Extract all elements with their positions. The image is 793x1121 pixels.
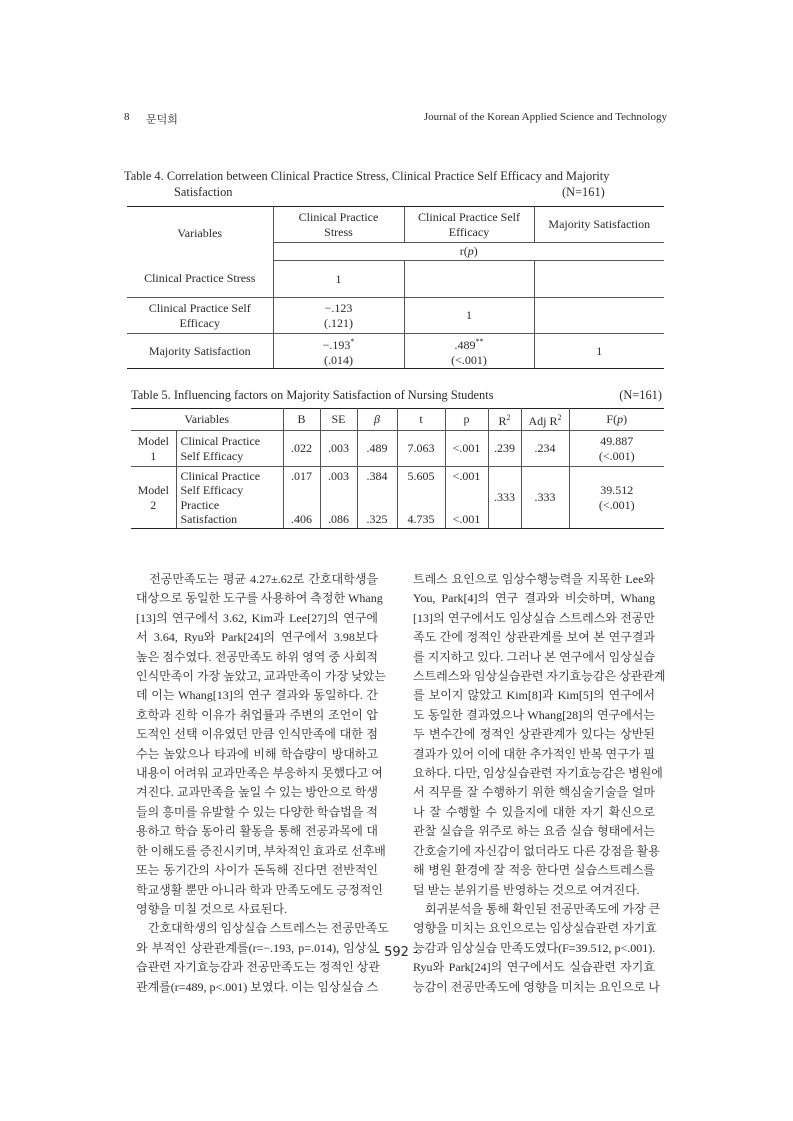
t5-cell: 39.512 (<.001) [569,467,664,529]
journal-title: Journal of the Korean Applied Science and Technology [423,111,667,123]
t5-model2-label: Model 2 [131,467,176,529]
table5-caption: Table 5. Influencing factors on Majority Satisfaction of Nursing Students (N=161) [131,388,662,402]
table4-caption-line1: Table 4. Correlation between Clinical Practice Stress, Clinical Practice Self Efficacy and Majority [124,169,610,183]
t4-header-variables: Variables [127,207,273,261]
text-line: 영향을 미치는 요인으로는 임상실습관련 자기효 [413,921,657,936]
t5-cell: <.001 <.001 [445,467,488,529]
text-line: 들의 흥미를 유발할 수 있는 다양한 학습법을 적 [136,804,378,819]
text-line: 서 3.64, Ryu와 Park[24]의 연구에서 3.98보다 [136,630,378,645]
t5-cell: .489 [357,431,397,467]
running-header [124,111,667,127]
t5-model1-variable: Clinical Practice Self Efficacy [176,431,283,467]
text-line: 습관련 자기효능감과 전공만족도는 정적인 상관 [136,960,380,975]
text-line: You, Park[4]의 연구 결과와 비슷하며, Whang [413,591,655,606]
body-left-column [136,570,389,997]
t5-cell: .333 [521,467,569,529]
text-line: 회귀분석을 통해 확인된 전공만족도에 가장 큰 [413,901,661,916]
t4-subheader-r: r(p) [273,243,664,261]
regression-table [131,408,664,529]
t5-header-variables: Variables [131,409,283,431]
text-line: 요하다. 다만, 임상실습관련 자기효능감은 병원에 [413,766,663,781]
text-line: 를 보이지 않았고 Kim[8]과 Kim[5]의 연구에서 [413,688,655,703]
t5-cell: 49.887 (<.001) [569,431,664,467]
text-line: 족도 간에 정적인 상관관계를 보여 본 연구결과 [413,630,655,645]
text-line: Ryu와 Park[24]의 연구에서도 실습관련 자기효 [413,960,655,975]
t5-header-f: F(p) [569,409,664,431]
t5-cell: .234 [521,431,569,467]
t5-header-beta: β [357,409,397,431]
text-line: 서 직무를 잘 수행하기 위한 핵심술기술을 얼마 [413,785,655,800]
text-line: 두 변수간에 정적인 상관관계가 있다는 상반된 [413,727,655,742]
t5-cell: .239 [488,431,521,467]
text-line: 인식만족이 가장 높았고, 교과만족이 가장 낮았는 [136,669,386,684]
table4-caption [124,168,664,200]
table5-n: (N=161) [619,388,662,402]
t4-row-stress-label: Clinical Practice Stress [127,261,273,298]
t5-cell: .022 [283,431,320,467]
t5-cell: .017 .406 [283,467,320,529]
t5-cell: .003 [320,431,357,467]
text-line: 겨진다. 교과만족을 높일 수 있는 방안으로 학생 [136,785,378,800]
t4-row-satisfaction-label: Majority Satisfaction [127,334,273,369]
t4-row-efficacy-label: Clinical Practice Self Efficacy [127,298,273,334]
text-line: 높은 점수였다. 전공만족도 하위 영역 중 사회적 [136,649,378,664]
text-line: 스트레스와 임상실습관련 자기효능감은 상관관계 [413,669,666,684]
text-line: 를 지지하고 있다. 그러나 본 연구에서 임상실습 [413,649,655,664]
body-right-column [413,570,666,997]
text-line: 영향을 미칠 것으로 사료된다. [136,901,288,916]
t4-header-satisfaction: Majority Satisfaction [534,207,664,243]
t5-cell: 5.605 4.735 [397,467,445,529]
t4-cell: −.193* (.014) [273,334,404,369]
text-line: 해 병원 환경에 잘 적응 한다면 실습스트레스를 [413,863,655,878]
t4-header-stress: Clinical Practice Stress [273,207,404,243]
table4-n: (N=161) [562,185,605,199]
text-line: 내용이 어려워 교과만족은 부응하지 못했다고 여 [136,766,383,781]
t5-header-adj-r2: Adj $R^2$ [521,409,569,431]
t5-header-p: p [445,409,488,431]
t5-cell: <.001 [445,431,488,467]
table4-caption-line2: Satisfaction [174,185,233,199]
t4-cell [534,298,664,334]
text-line: 도적인 선택 이유였던 만큼 인식만족에 대한 점 [136,727,378,742]
t5-cell: .003 .086 [320,467,357,529]
text-line: 학교생활 뿐만 아니라 학과 만족도에도 긍정적인 [136,882,383,897]
text-line: 덜 받는 분위기를 반영하는 것으로 여겨진다. [413,882,640,897]
text-line: 능감과 임상실습 만족도였다(F=39.512, p<.001). [413,940,656,955]
t5-header-t: t [397,409,445,431]
text-line: 한 이해도를 증진시키며, 부차적인 효과로 선후배 [136,843,386,858]
t5-model1-label: Model 1 [131,431,176,467]
text-line: 와 부적인 상관관계를(r=−.193, p=.014), 임상실 [136,940,378,955]
t5-cell: .384 .325 [357,467,397,529]
t5-model2-variables: Clinical Practice Self Efficacy Practice Satisfaction [176,467,283,529]
t4-cell [404,261,534,298]
correlation-table [127,206,664,369]
text-line: 간호술기에 자신감이 없더라도 다른 강점을 활용 [413,843,660,858]
text-line: [13]의 연구에서 3.62, Kim과 Lee[27]의 연구에 [136,610,378,625]
t5-header-se: SE [320,409,357,431]
text-line: 관찰 실습을 위주로 하는 요즘 실습 형태에서는 [413,824,655,839]
text-line: 전공만족도는 평균 4.27±.62로 간호대학생을 [136,572,378,586]
text-line: 관계를(r=489, p<.001) 보였다. 이는 임상실습 스 [136,979,379,994]
text-line: 대상으로 동일한 도구를 사용하여 측정한 Whang [136,591,383,606]
text-line: 또는 동기간의 사이가 돈독해 진다면 전반적인 [136,863,378,878]
page-number: 8 [124,111,130,123]
t4-cell: .489** (<.001) [404,334,534,369]
text-line: 나 잘 수행할 수 있을지에 대한 자기 확신으로 [413,804,655,819]
t5-cell: .333 [488,467,521,529]
text-line: [13]의 연구에서도 임상실습 스트레스와 전공만 [413,610,655,625]
t5-cell: 7.063 [397,431,445,467]
text-line: 결과가 있어 이에 대한 추가적인 반복 연구가 필 [413,746,655,761]
text-line: 용하고 학습 동아리 활동을 통해 전공과목에 대 [136,824,378,839]
t4-cell [534,261,664,298]
t4-cell: −.123 (.121) [273,298,404,334]
text-line: 능감이 전공만족도에 영향을 미치는 요인으로 나 [413,979,660,994]
text-line: 수는 높았으나 타과에 비해 학습량이 방대하고 [136,746,378,761]
t4-cell: 1 [404,298,534,334]
t4-cell: 1 [534,334,664,369]
text-line: 트레스 요인으로 임상수행능력을 지목한 Lee와 [413,572,655,586]
text-line: 호학과 진학 이유가 취업률과 주변의 조언이 압 [136,707,378,722]
text-line: 도 동일한 결과였으나 Whang[28]의 연구에서는 [413,707,655,722]
t4-cell: 1 [273,261,404,298]
text-line: 데 이는 Whang[13]의 연구 결과와 동일하다. 간 [136,688,378,703]
page-footer: - 592 - [375,945,418,960]
t5-header-b: B [283,409,320,431]
author-name: 문덕희 [146,114,178,126]
text-line: 간호대학생의 임상실습 스트레스는 전공만족도 [136,921,389,936]
t4-header-efficacy: Clinical Practice Self Efficacy [404,207,534,243]
t5-header-r2: $R^2$ [488,409,521,431]
